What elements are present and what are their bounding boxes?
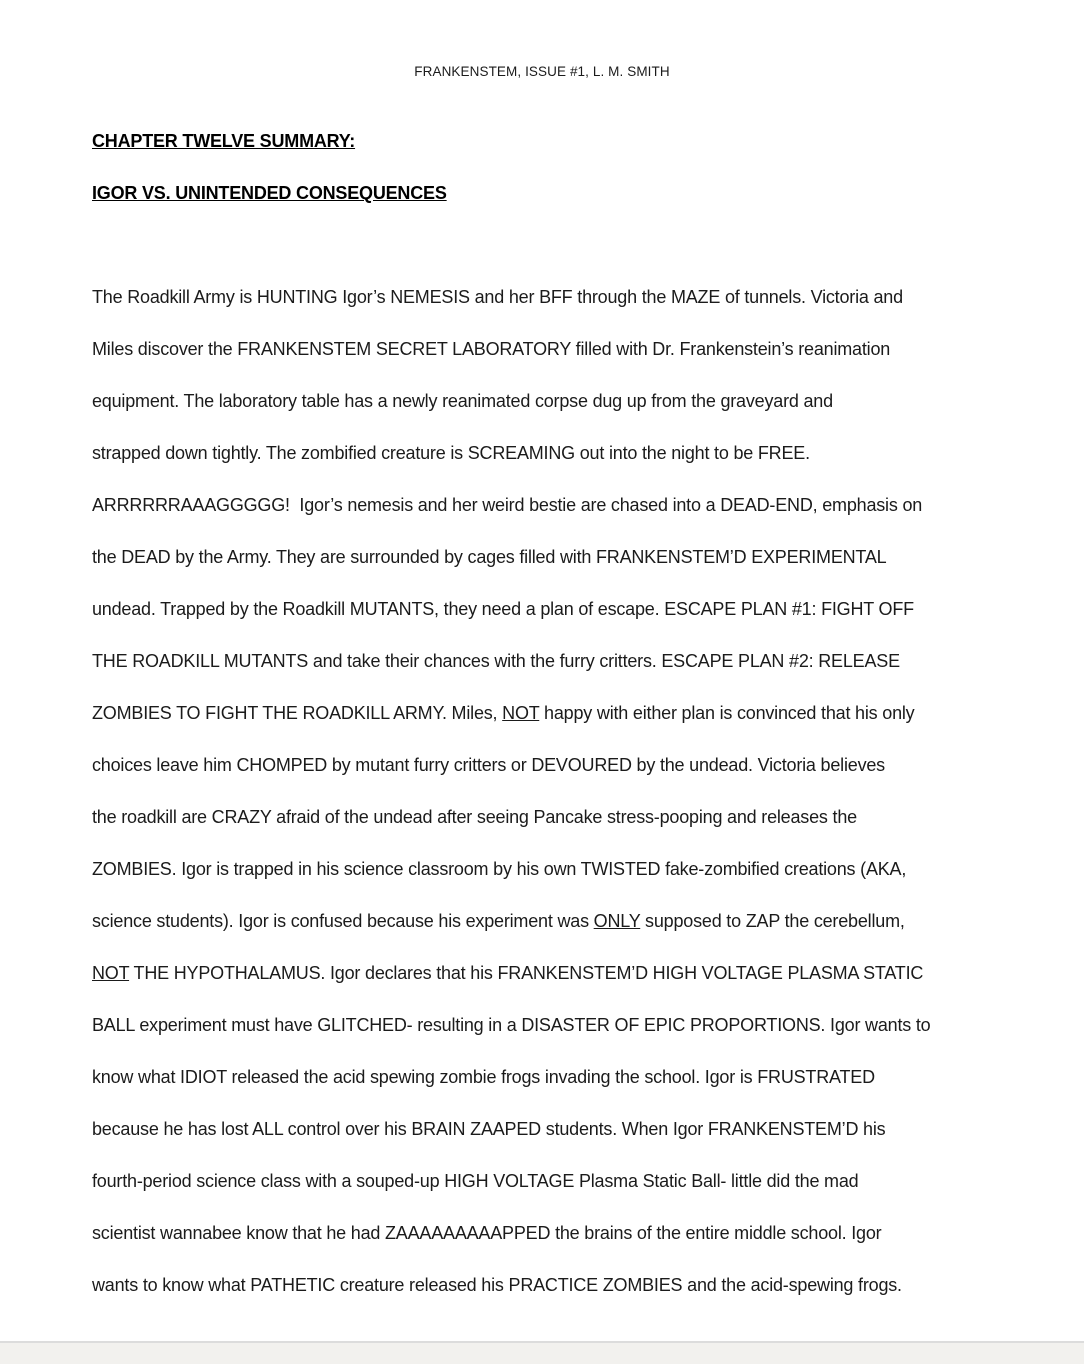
summary-line: the roadkill are CRAZY afraid of the undead after seeing Pancake stress-pooping and releases the (92, 807, 857, 827)
chapter-heading: CHAPTER TWELVE SUMMARY: (92, 131, 356, 151)
running-header: FRANKENSTEM, ISSUE #1, L. M. SMITH (414, 64, 670, 79)
summary-line: fourth-period science class with a souped-up HIGH VOLTAGE Plasma Static Ball- little did the mad (92, 1171, 859, 1191)
summary-line: choices leave him CHOMPED by mutant furry critters or DEVOURED by the undead. Victoria believes (92, 755, 885, 775)
summary-line: know what IDIOT released the acid spewing zombie frogs invading the school. Igor is FRUSTRATED (92, 1067, 875, 1087)
summary-line: The Roadkill Army is HUNTING Igor’s NEMESIS and her BFF through the MAZE of tunnels. Victoria and (92, 287, 903, 307)
summary-line: ARRRRRRAAAGGGGG! Igor’s nemesis and her weird bestie are chased into a DEAD-END, emphasis on (92, 495, 923, 515)
summary-line: NOT THE HYPOTHALAMUS. Igor declares that his FRANKENSTEM’D HIGH VOLTAGE PLASMA STATIC (92, 963, 924, 983)
summary-line: the DEAD by the Army. They are surrounded by cages filled with FRANKENSTEM’D EXPERIMENTAL (92, 547, 887, 567)
summary-line: wants to know what PATHETIC creature released his PRACTICE ZOMBIES and the acid-spewing frogs. (92, 1275, 902, 1295)
summary-line: because he has lost ALL control over his BRAIN ZAAPED students. When Igor FRANKENSTEM’D his (92, 1119, 886, 1139)
blank-line (92, 219, 974, 271)
summary-line: THE ROADKILL MUTANTS and take their chances with the furry critters. ESCAPE PLAN #2: RELEASE (92, 651, 900, 671)
summary-line: equipment. The laboratory table has a newly reanimated corpse dug up from the graveyard and (92, 391, 833, 411)
summary-line: undead. Trapped by the Roadkill MUTANTS, they need a plan of escape. ESCAPE PLAN #1: FIGHT OFF (92, 599, 914, 619)
summary-line: scientist wannabee know that he had ZAAAAAAAAAPPED the brains of the entire middle school. Igor (92, 1223, 882, 1243)
summary-line: science students). Igor is confused because his experiment was ONLY supposed to ZAP the cerebellum, (92, 911, 905, 931)
chapter-subtitle-heading: IGOR VS. UNINTENDED CONSEQUENCES (92, 183, 447, 203)
summary-body (92, 271, 974, 1311)
summary-line: Miles discover the FRANKENSTEM SECRET LABORATORY filled with Dr. Frankenstein’s reanimation (92, 339, 891, 359)
summary-line: ZOMBIES TO FIGHT THE ROADKILL ARMY. Miles, NOT happy with either plan is convinced that his only (92, 703, 915, 723)
page-bottom-bar (0, 1341, 1084, 1364)
summary-line: ZOMBIES. Igor is trapped in his science classroom by his own TWISTED fake-zombified creations (AKA, (92, 859, 907, 879)
summary-content (92, 115, 974, 1311)
summary-line: BALL experiment must have GLITCHED- resulting in a DISASTER OF EPIC PROPORTIONS. Igor wants to (92, 1015, 931, 1035)
summary-line: strapped down tightly. The zombified creature is SCREAMING out into the night to be FREE. (92, 443, 810, 463)
